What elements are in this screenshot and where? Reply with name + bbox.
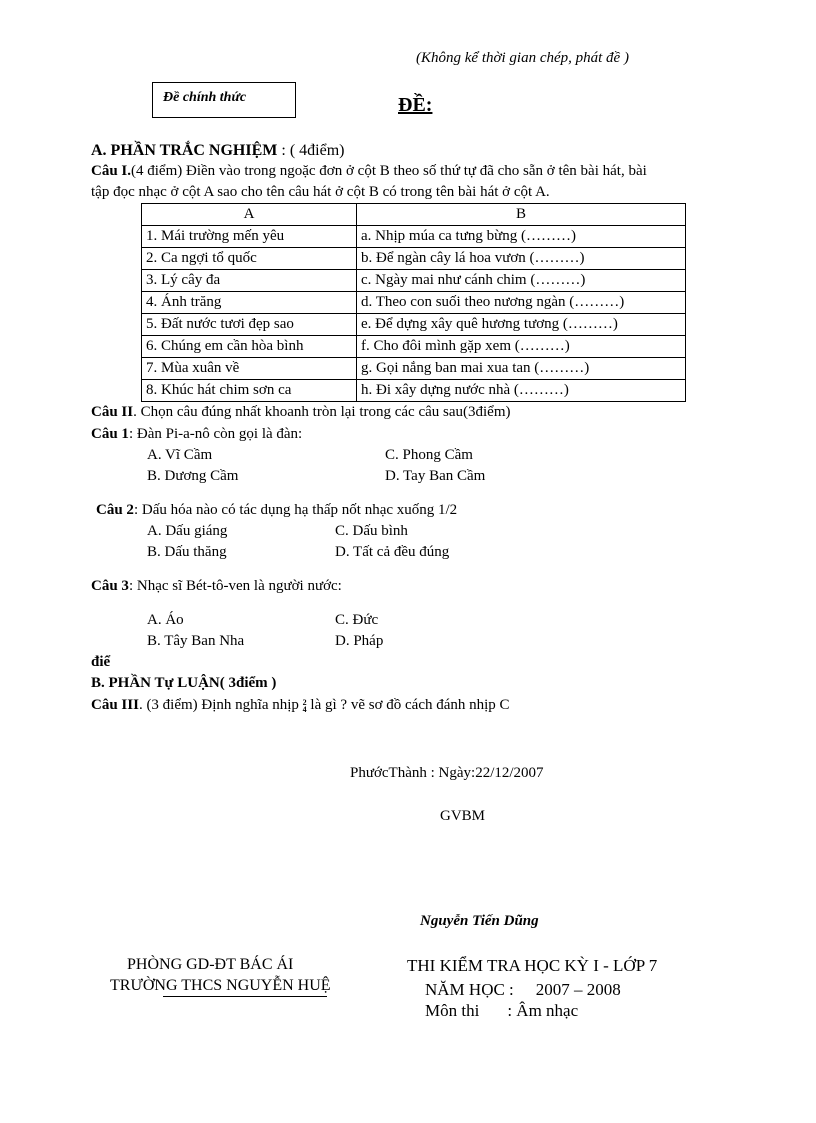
column-a-header: A xyxy=(142,204,357,226)
lyric-cell: a. Nhịp múa ca tưng bừng (………) xyxy=(357,226,686,248)
official-label-box xyxy=(152,82,296,118)
lyric-cell: d. Theo con suối theo nương ngàn (………) xyxy=(357,292,686,314)
stray-text: điể xyxy=(91,654,111,670)
song-cell: 2. Ca ngợi tổ quốc xyxy=(142,248,357,270)
option: C. Dấu bình xyxy=(335,523,408,539)
column-b-header: B xyxy=(357,204,686,226)
teacher-role: GVBM xyxy=(440,808,486,824)
table-row xyxy=(142,336,686,358)
mc-question-1 xyxy=(91,426,302,443)
subject-label: Môn thi xyxy=(425,1001,480,1020)
table-row xyxy=(142,358,686,380)
mc-question-2-label: Câu 2 xyxy=(96,502,134,518)
section-a-score: : ( 4điểm) xyxy=(277,142,345,159)
school-underline xyxy=(163,996,327,997)
song-cell: 1. Mái trường mến yêu xyxy=(142,226,357,248)
question-3 xyxy=(91,697,510,714)
question-1-line1 xyxy=(91,163,647,180)
section-a-title: A. PHẦN TRẮC NGHIỆM xyxy=(91,142,278,159)
table-header-row xyxy=(142,204,686,226)
official-label: Đề chính thức xyxy=(163,90,247,105)
lyric-cell: e. Để dựng xây quê hương tương (………) xyxy=(357,314,686,336)
song-cell: 5. Đất nước tươi đẹp sao xyxy=(142,314,357,336)
school-year-value: 2007 – 2008 xyxy=(535,980,621,999)
teacher-name: Nguyễn Tiến Dũng xyxy=(420,913,539,929)
subject-value: : Âm nhạc xyxy=(507,1001,579,1020)
table-row xyxy=(142,314,686,336)
question-3-label: Câu III xyxy=(91,697,139,713)
song-cell: 4. Ánh trăng xyxy=(142,292,357,314)
lyric-cell: g. Gọi nắng ban mai xua tan (………) xyxy=(357,358,686,380)
footer-department: PHÒNG GD-ĐT BÁC ÁI xyxy=(127,956,294,973)
option: A. Dấu giáng xyxy=(147,523,228,539)
fraction-top: 2 xyxy=(302,697,307,707)
option: A. Áo xyxy=(147,612,184,628)
song-cell: 8. Khúc hát chim sơn ca xyxy=(142,380,357,402)
fraction-bottom: 4 xyxy=(302,704,307,714)
mc-question-1-label: Câu 1 xyxy=(91,426,129,442)
lyric-cell: h. Đi xây dựng nước nhà (………) xyxy=(357,380,686,402)
mc-question-3-label: Câu 3 xyxy=(91,578,129,594)
question-2-label: Câu II xyxy=(91,404,134,420)
table-row xyxy=(142,380,686,402)
exam-name: THI KIỂM TRA HỌC KỲ I - LỚP 7 xyxy=(407,956,658,975)
question-3-text-after: là gì ? vẽ sơ đồ cách đánh nhịp C xyxy=(306,697,510,713)
mc-question-1-text: : Đàn Pi-a-nô còn gọi là đàn: xyxy=(128,426,303,442)
mc-question-3-text: : Nhạc sĩ Bét-tô-ven là người nước: xyxy=(128,578,342,594)
option: C. Phong Cầm xyxy=(385,447,473,463)
exam-title: ĐỀ: xyxy=(398,94,433,116)
subject xyxy=(425,1001,578,1021)
section-a-heading xyxy=(91,142,344,160)
lyric-cell: f. Cho đôi mình gặp xem (………) xyxy=(357,336,686,358)
lyric-cell: b. Để ngàn cây lá hoa vươn (………) xyxy=(357,248,686,270)
mc-question-2 xyxy=(96,502,457,519)
song-cell: 3. Lý cây đa xyxy=(142,270,357,292)
option: B. Dấu thăng xyxy=(147,544,227,560)
question-1-text: (4 điểm) Điền vào trong ngoặc đơn ở cột B theo số thứ tự đã cho sẵn ở tên bài hát, bài xyxy=(131,163,647,179)
table-row xyxy=(142,292,686,314)
school-year xyxy=(425,980,621,1000)
mc-question-3 xyxy=(91,578,342,595)
matching-table xyxy=(141,203,686,402)
lyric-cell: c. Ngày mai như cánh chim (………) xyxy=(357,270,686,292)
footer-school: TRƯỜNG THCS NGUYỄN HUỆ xyxy=(110,977,331,994)
option: C. Đức xyxy=(335,612,379,628)
option: D. Tất cả đều đúng xyxy=(335,544,450,560)
question-3-text-before: . (3 điểm) Định nghĩa nhịp xyxy=(138,697,303,713)
question-1-line2: tập đọc nhạc ở cột A sao cho tên câu hát ở cột B có trong tên bài hát ở cột A. xyxy=(91,184,550,200)
option: B. Dương Cầm xyxy=(147,468,239,484)
option: D. Tay Ban Cầm xyxy=(385,468,486,484)
option: D. Pháp xyxy=(335,633,384,649)
place-date: PhướcThành : Ngày:22/12/2007 xyxy=(350,765,544,781)
header-note: (Không kể thời gian chép, phát đề ) xyxy=(416,50,629,66)
table-row xyxy=(142,226,686,248)
table-row xyxy=(142,270,686,292)
question-2-text: . Chọn câu đúng nhất khoanh tròn lại trong các câu sau(3điểm) xyxy=(133,404,511,420)
mc-question-2-text: : Dấu hóa nào có tác dụng hạ thấp nốt nhạc xuống 1/2 xyxy=(133,502,458,518)
song-cell: 7. Mùa xuân về xyxy=(142,358,357,380)
section-b-title: B. PHẦN Tự LUẬN( 3điểm ) xyxy=(91,675,277,691)
option: A. Vĩ Cầm xyxy=(147,447,213,463)
question-1-label: Câu I. xyxy=(91,163,132,179)
option: B. Tây Ban Nha xyxy=(147,633,245,649)
school-year-label: NĂM HỌC : xyxy=(425,980,514,999)
table-row xyxy=(142,248,686,270)
question-2-heading xyxy=(91,404,511,421)
song-cell: 6. Chúng em cần hòa bình xyxy=(142,336,357,358)
